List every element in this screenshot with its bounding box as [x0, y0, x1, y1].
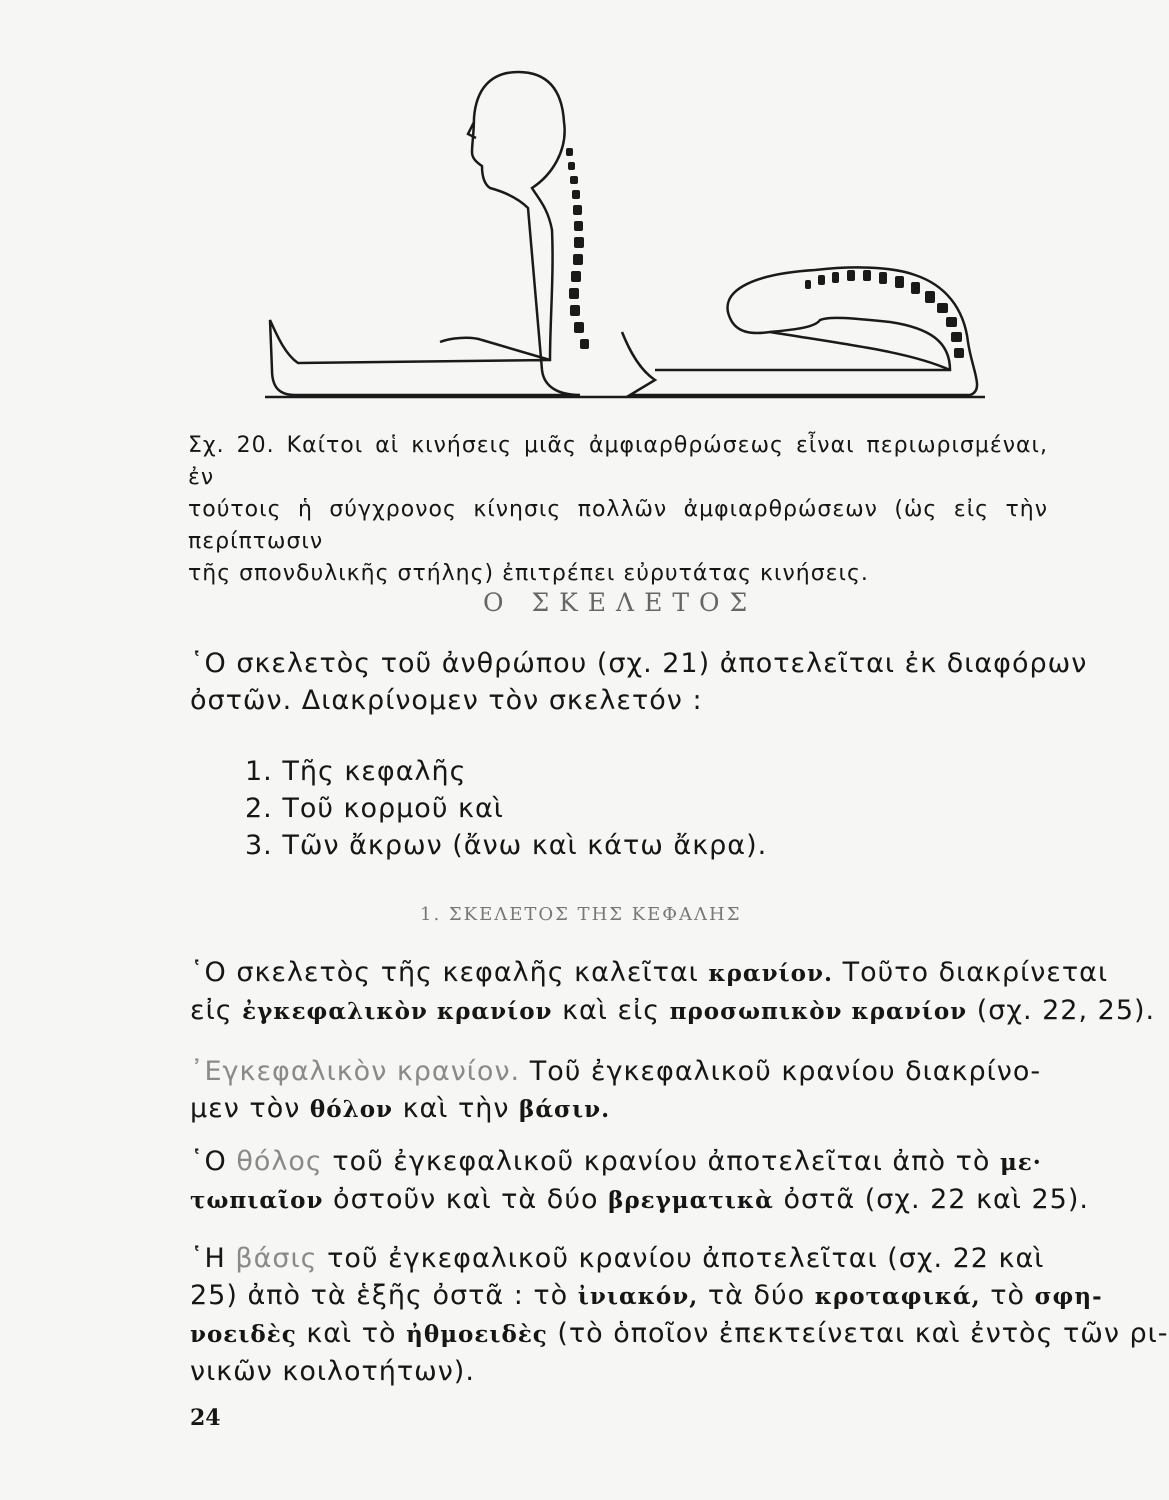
intro-line-1: ῾Ο σκελετὸς τοῦ ἀνθρώπου (σχ. 21) ἀποτελεῖται ἐκ διαφόρων: [190, 648, 1088, 679]
text: νικῶν κοιλοτήτων).: [190, 1356, 475, 1387]
caption-line: τούτοις ἡ σύγχρονος κίνησις πολλῶν ἀμφιαρθρώσεων (ὡς εἰς τὴν περίπτωσιν: [188, 497, 1048, 554]
term-tholos: θόλον: [309, 1096, 393, 1123]
list-item: 3. Τῶν ἄκρων (ἄνω καὶ κάτω ἄκρα).: [245, 830, 768, 861]
upright-body-outline: [270, 72, 580, 395]
folded-body-outline: [622, 267, 977, 395]
spine-flexion-figure: [250, 70, 1010, 415]
text: καὶ τὸ: [296, 1318, 407, 1349]
list-item: 2. Τοῦ κορμοῦ καὶ: [245, 793, 504, 824]
text: τοῦ ἐγκεφαλικοῦ κρανίου ἀποτελεῖται ἀπὸ τὸ: [322, 1146, 1000, 1177]
term-frontal-part1: με·: [999, 1149, 1042, 1176]
list-item: 1. Τῆς κεφαλῆς: [245, 756, 467, 787]
text: τὰ δύο: [698, 1280, 815, 1311]
text: ῾Ο σκελετὸς τῆς κεφαλῆς καλεῖται: [190, 957, 709, 988]
term-temporal: κροταφικά,: [814, 1283, 981, 1310]
text: ῾Ο: [190, 1146, 237, 1177]
intro-paragraph: [190, 645, 1088, 719]
text: εἰς: [190, 995, 243, 1026]
folded-spine: [805, 270, 964, 358]
text: Τοῦ ἐγκεφαλικοῦ κρανίου διακρίνο-: [520, 1056, 1042, 1087]
term-occipital: ἰνιακόν,: [577, 1283, 699, 1310]
term-parietal: βρεγματικὰ: [608, 1187, 774, 1214]
paragraph-encephalic: [190, 1053, 1045, 1128]
page-number: 24: [190, 1405, 221, 1431]
text: ὀστοῦν καὶ τὰ δύο: [323, 1184, 609, 1215]
term-sphenoid-part2: νοειδὲς: [190, 1321, 297, 1348]
subheading-encephalic: ᾿Εγκεφαλικὸν κρανίον.: [190, 1056, 521, 1087]
figure-caption: [188, 430, 1048, 590]
text: ῾Η: [190, 1243, 236, 1274]
term-encephalic-skull: ἐγκεφαλικὸν κρανίον: [242, 998, 553, 1025]
intro-line-2: ὀστῶν. Διακρίνομεν τὸν σκελετόν :: [190, 685, 703, 716]
chapter-title: Ο ΣΚΕΛΕΤΟΣ: [483, 588, 758, 617]
term-facial-skull: προσωπικὸν κρανίον: [669, 998, 968, 1025]
text: (σχ. 22, 25).: [967, 995, 1156, 1026]
upright-spine: [566, 148, 589, 349]
term-kranion: κρανίον.: [708, 960, 833, 987]
text: καὶ τὴν: [393, 1093, 520, 1124]
term-sphenoid-part1: σφη-: [1034, 1283, 1103, 1310]
text: τὸ: [980, 1280, 1035, 1311]
text: (τὸ ὁποῖον ἐπεκτείνεται καὶ ἐντὸς τῶν ρι-: [547, 1318, 1169, 1349]
caption-line: Σχ. 20. Καίτοι αἱ κινήσεις μιᾶς ἀμφιαρθρώσεως εἶναι περιωρισμέναι, ἐν: [188, 433, 1048, 490]
text: Τοῦτο διακρίνεται: [833, 957, 1109, 988]
skeleton-parts-list: [245, 753, 767, 864]
section-heading: 1. ΣΚΕΛΕΤΟΣ ΤΗΣ ΚΕΦΑΛΗΣ: [420, 904, 742, 925]
term-frontal-part2: τωπιαῖον: [190, 1187, 324, 1214]
text: καὶ εἰς: [552, 995, 670, 1026]
term-tholos-label: θόλος: [236, 1146, 323, 1177]
text: ὀστᾶ (σχ. 22 καὶ 25).: [773, 1184, 1089, 1215]
folded-arm: [770, 332, 950, 370]
paragraph-base: [190, 1240, 1169, 1390]
paragraph-vault: [190, 1143, 1089, 1219]
term-ethmoid: ἠθμοειδὲς: [406, 1321, 548, 1348]
term-basis-label: βάσις: [235, 1243, 318, 1274]
caption-line: τῆς σπονδυλικῆς στήλης) ἐπιτρέπει εὐρυτάτας κινήσεις.: [188, 561, 869, 586]
upright-leg-fold: [440, 338, 550, 360]
text: τοῦ ἐγκεφαλικοῦ κρανίου ἀποτελεῖται (σχ. 22 καὶ: [317, 1243, 1045, 1274]
text: 25) ἀπὸ τὰ ἑξῆς ὀστᾶ : τὸ: [190, 1280, 578, 1311]
text: μεν τὸν: [190, 1093, 310, 1124]
paragraph-skull: [190, 954, 1156, 1030]
term-basis: βάσιν.: [519, 1096, 611, 1123]
